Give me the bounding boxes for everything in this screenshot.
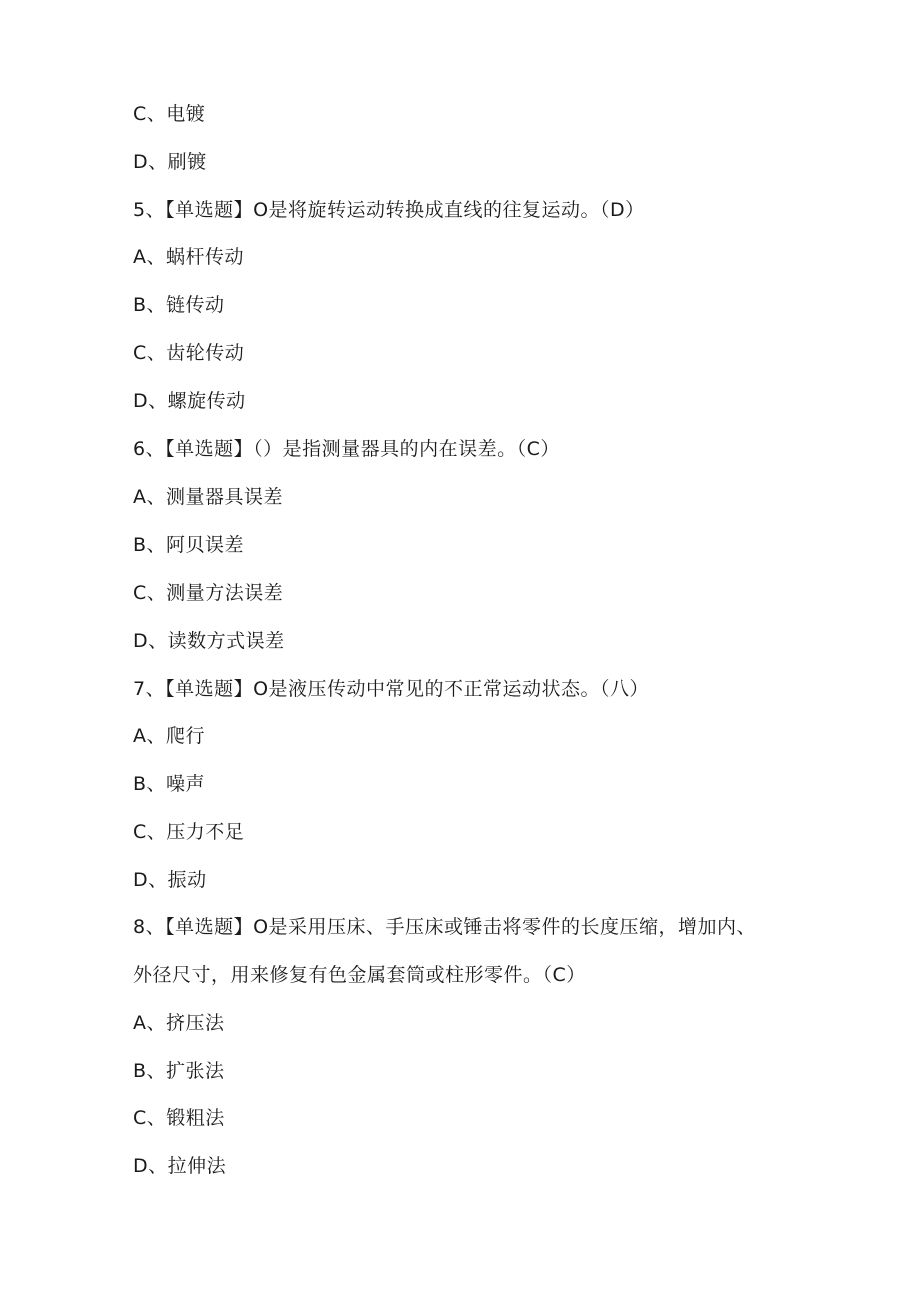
option-c-q5: C、齿轮传动 xyxy=(133,342,245,364)
option-c-q6: C、测量方法误差 xyxy=(133,582,284,604)
option-a-q6: A、测量器具误差 xyxy=(133,486,283,508)
option-d-q8: D、拉伸法 xyxy=(133,1155,227,1177)
option-b-q8: B、扩张法 xyxy=(133,1060,225,1082)
option-b-q6: B、阿贝误差 xyxy=(133,534,245,556)
option-d-q5: D、螺旋传动 xyxy=(133,390,246,412)
question-8-line-2: 外径尺寸，用来修复有色金属套筒或柱形零件。（C） xyxy=(133,964,586,986)
option-a-q8: A、挤压法 xyxy=(133,1012,225,1034)
option-a-q5: A、蜗杆传动 xyxy=(133,246,244,268)
question-5: 5、【单选题】O是将旋转运动转换成直线的往复运动。（D） xyxy=(133,199,645,221)
option-b-q7: B、噪声 xyxy=(133,773,206,795)
option-c-q7: C、压力不足 xyxy=(133,821,245,843)
option-c-q4: C、电镀 xyxy=(133,103,206,125)
option-d-q4: D、刷镀 xyxy=(133,151,207,173)
option-c-q8: C、锻粗法 xyxy=(133,1107,225,1129)
question-7: 7、【单选题】O是液压传动中常见的不正常运动状态。（八） xyxy=(133,678,650,700)
question-6: 6、【单选题】（）是指测量器具的内在误差。（C） xyxy=(133,438,560,460)
option-d-q7: D、振动 xyxy=(133,869,207,891)
question-8-line-1: 8、【单选题】O是采用压床、手压床或锤击将零件的长度压缩，增加内、 xyxy=(133,916,757,938)
option-a-q7: A、爬行 xyxy=(133,725,205,747)
option-b-q5: B、链传动 xyxy=(133,294,225,316)
option-d-q6: D、读数方式误差 xyxy=(133,630,285,652)
